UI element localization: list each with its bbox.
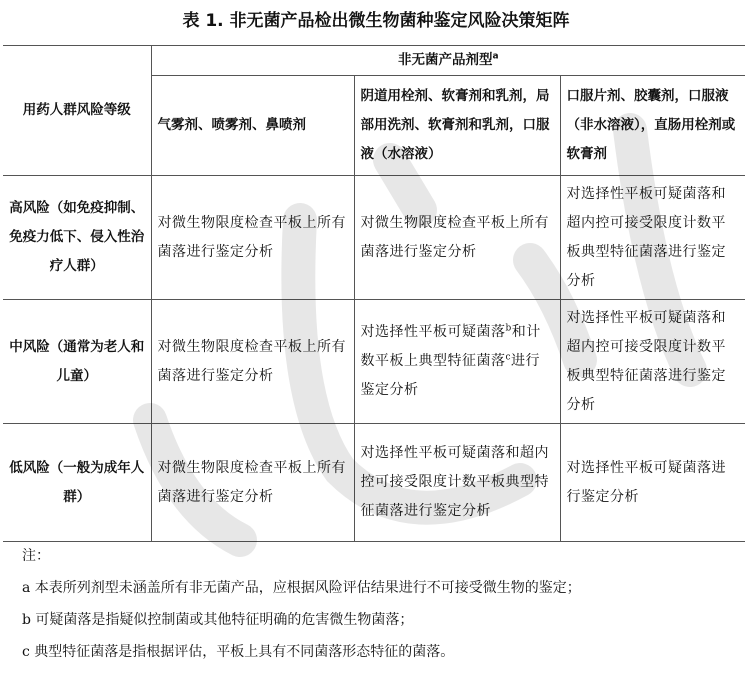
table-notes [22,540,742,668]
row-header-medium-risk: 中风险（通常为老人和儿童） [3,300,151,424]
note-a: a 本表所列剂型未涵盖所有非无菌产品，应根据风险评估结果进行不可接受微生物的鉴定； [22,580,581,596]
cell-high-oral-rectal: 对选择性平板可疑菌落和超内控可接受限度计数平板典型特征菌落进行鉴定分析 [560,176,745,300]
cell-medium-oral-rectal: 对选择性平板可疑菌落和超内控可接受限度计数平板典型特征菌落进行鉴定分析 [560,300,745,424]
table-row [3,300,745,424]
row-header-high-risk: 高风险（如免疫抑制、免疫力低下、侵入性治疗人群） [3,176,151,300]
note-b: b 可疑菌落是指疑似控制菌或其他特征明确的危害微生物菌落； [22,612,414,628]
notes-heading: 注： [22,548,50,564]
cell-low-oral-rectal: 对选择性平板可疑菌落进行鉴定分析 [560,424,745,542]
risk-decision-matrix [3,45,745,542]
table-row [3,424,745,542]
note-c: c 典型特征菌落是指根据评估，平板上具有不同菌落形态特征的菌落。 [22,644,455,660]
cell-medium-vaginal-topical: 对选择性平板可疑菌落$^b$和计数平板上典型特征菌落$^c$进行鉴定分析 [354,300,560,424]
table-row [3,176,745,300]
column-header-aerosol: 气雾剂、喷雾剂、鼻喷剂 [151,76,354,176]
cell-high-vaginal-topical: 对微生物限度检查平板上所有菌落进行鉴定分析 [354,176,560,300]
cell-low-vaginal-topical: 对选择性平板可疑菌落和超内控可接受限度计数平板典型特征菌落进行鉴定分析 [354,424,560,542]
cell-low-aerosol: 对微生物限度检查平板上所有菌落进行鉴定分析 [151,424,354,542]
column-header-vaginal-topical: 阴道用栓剂、软膏剂和乳剂，局部用洗剂、软膏剂和乳剂，口服液（水溶液） [354,76,560,176]
column-header-oral-rectal: 口服片剂、胶囊剂，口服液（非水溶液），直肠用栓剂或软膏剂 [560,76,745,176]
corner-header: 用药人群风险等级 [3,46,151,176]
cell-high-aerosol: 对微生物限度检查平板上所有菌落进行鉴定分析 [151,176,354,300]
row-header-low-risk: 低风险（一般为成年人群） [3,424,151,542]
dosage-form-group-header: 非无菌产品剂型$^a$ [151,46,745,76]
cell-medium-aerosol: 对微生物限度检查平板上所有菌落进行鉴定分析 [151,300,354,424]
table-title: 表 1. 非无菌产品检出微生物菌种鉴定风险决策矩阵 [182,11,570,31]
